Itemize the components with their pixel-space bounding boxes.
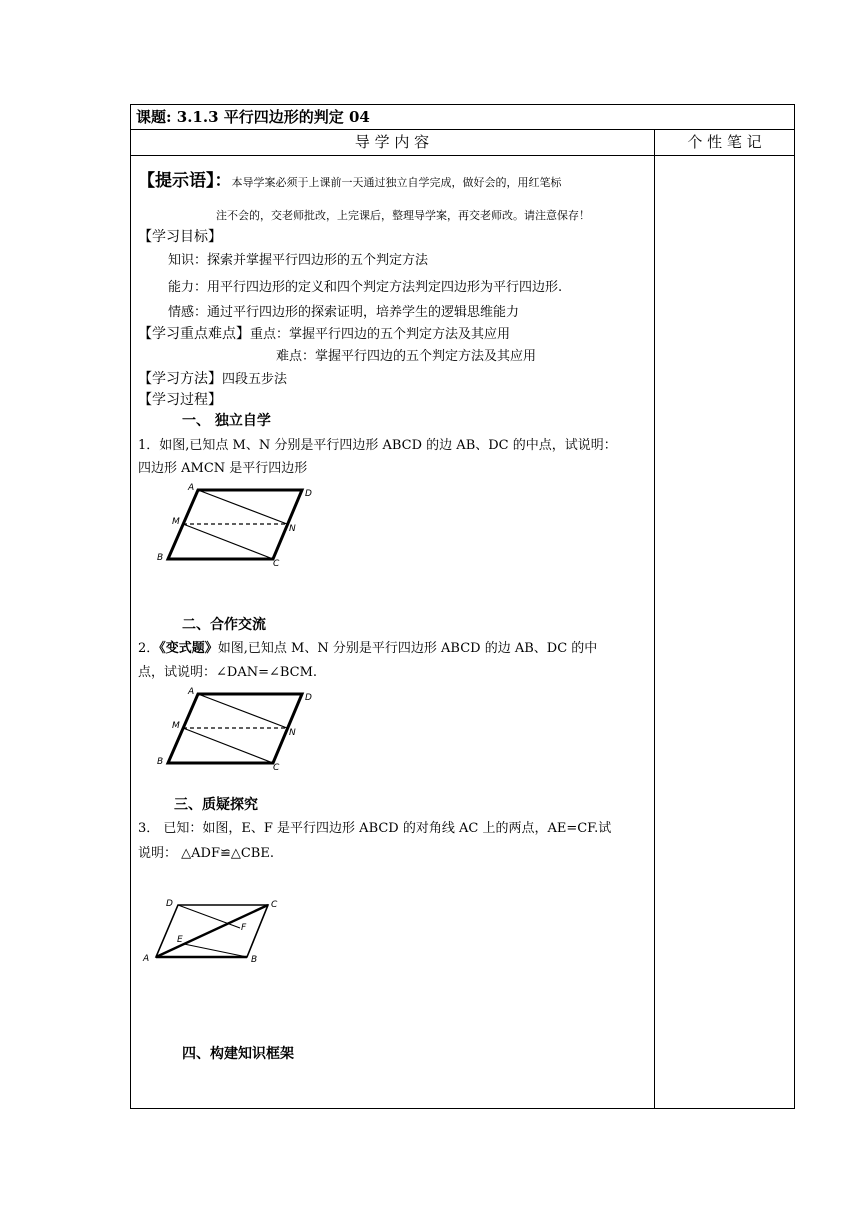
title-divider <box>130 129 795 130</box>
keypoints-heading: 【学习重点难点】 <box>138 326 250 342</box>
method-text: 四段五步法 <box>222 372 288 387</box>
fig1-label-b: B <box>157 553 164 563</box>
tip-line-2: 注不会的，交老师批改，上完课后，整理导学案，再交老师改。请注意保存！ <box>216 209 590 222</box>
section-1-heading: 一、 独立自学 <box>182 413 271 429</box>
column-divider <box>654 129 655 1109</box>
parallelogram-figure-1 <box>150 480 320 570</box>
fig1-label-m: M <box>172 517 180 527</box>
fig1-label-n: N <box>289 524 296 534</box>
fig1-label-d: D <box>305 489 312 499</box>
fig1-segment-an <box>198 490 287 524</box>
goal-knowledge: 知识：探索并掌握平行四边形的五个判定方法 <box>168 253 429 268</box>
q2-number: 2． <box>138 641 160 656</box>
method-block <box>138 370 287 389</box>
fig2-label-m: M <box>172 721 180 731</box>
fig3-label-e: E <box>177 935 183 945</box>
fig2-label-b: B <box>157 757 164 767</box>
parallelogram-figure-2 <box>150 684 320 774</box>
q3-line-1: 3． 已知：如图，E、F 是平行四边形 ABCD 的对角线 AC 上的两点，AE=CF.试 <box>138 821 612 836</box>
column-header-content: 导 学 内 容 <box>354 133 430 151</box>
q1-line-1: 1．如图,已知点 M、N 分别是平行四边形 ABCD 的边 AB、DC 的中点，试说明： <box>138 438 617 453</box>
fig3-segment-eb <box>184 944 247 957</box>
header-divider <box>130 155 795 156</box>
tip-line-1: 本导学案必须于上课前一天通过独立自学完成，做好会的，用红笔标 <box>231 176 562 189</box>
fig3-label-c: C <box>271 900 278 910</box>
column-header-notes: 个 性 笔 记 <box>687 133 762 151</box>
tip-label: 【提示语】： <box>138 171 232 191</box>
fig2-segment-an <box>198 694 287 728</box>
fig3-label-f: F <box>241 923 247 933</box>
keypoint-difficult: 难点：掌握平行四边的五个判定方法及其应用 <box>276 349 537 364</box>
fig1-label-c: C <box>273 559 280 569</box>
fig2-segment-mc <box>183 728 273 763</box>
section-2-heading: 二、合作交流 <box>182 617 266 633</box>
section-3-heading: 三、质疑探究 <box>174 797 258 813</box>
fig2-label-n: N <box>289 728 296 738</box>
fig2-label-d: D <box>305 693 312 703</box>
fig3-label-b: B <box>251 955 258 965</box>
fig1-label-a: A <box>188 483 195 493</box>
q2-line-2: 点，试说明：∠DAN=∠BCM. <box>138 665 318 680</box>
page-title: 课题: 3.1.3 平行四边形的判定 04 <box>136 108 370 126</box>
goal-emotion: 情感：通过平行四边形的探索证明，培养学生的逻辑思维能力 <box>168 305 520 320</box>
q2-line-1 <box>138 640 597 658</box>
fig2-label-a: A <box>188 687 195 697</box>
tip-block <box>138 172 562 192</box>
q1-line-2: 四边形 AMCN 是平行四边形 <box>138 461 308 476</box>
goal-ability: 能力：用平行四边形的定义和四个判定方法判定四边形为平行四边形. <box>168 280 563 295</box>
fig1-segment-mc <box>183 524 273 559</box>
fig3-diagonal-ac <box>156 905 268 957</box>
section-4-heading: 四、构建知识框架 <box>182 1046 294 1062</box>
q2-text: 如图,已知点 M、N 分别是平行四边形 ABCD 的边 AB、DC 的中 <box>217 641 598 656</box>
fig3-label-d: D <box>166 899 173 909</box>
q3-line-2: 说明： △ADF≌△CBE. <box>138 846 274 861</box>
fig2-label-c: C <box>273 763 280 773</box>
method-heading: 【学习方法】 <box>138 371 222 387</box>
fig3-segment-df <box>178 905 240 928</box>
fig3-label-a: A <box>143 954 150 964</box>
goals-heading: 【学习目标】 <box>138 229 222 245</box>
q2-tag: 《变式题》 <box>159 641 218 656</box>
keypoint-key: 重点：掌握平行四边的五个判定方法及其应用 <box>250 327 511 342</box>
keypoints-block <box>138 325 510 344</box>
parallelogram-figure-3 <box>140 893 290 968</box>
process-heading: 【学习过程】 <box>138 392 222 408</box>
